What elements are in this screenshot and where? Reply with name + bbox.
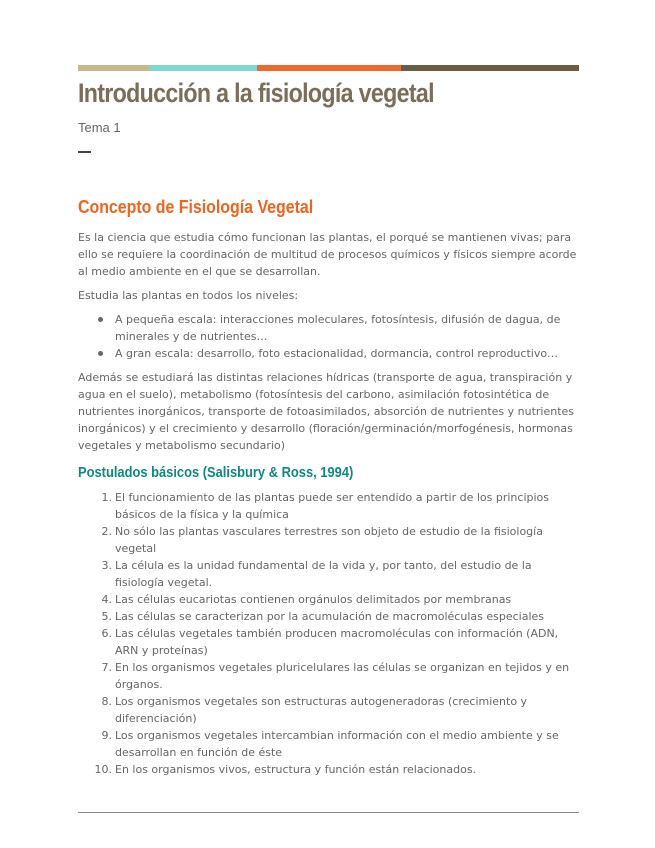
- decorative-color-bar: [78, 65, 579, 71]
- list-text: En los organismos vivos, estructura y función están relacionados.: [115, 763, 477, 776]
- levels-intro: Estudia las plantas en todos los niveles:: [78, 289, 299, 302]
- list-number: 10.: [94, 763, 112, 776]
- intro-paragraph: Es la ciencia que estudia cómo funcionan las plantas, el porqué se mantienen vivas; para ello se requiere la coordinación de multitud de procesos químicos y físicos siempre acorde al medio ambiente en el que se desarrollan.: [78, 231, 577, 278]
- footer-divider: [78, 812, 579, 813]
- list-item: A pequeña escala: interacciones moleculares, fotosíntesis, difusión de dagua, de minerales y de nutrientes…: [78, 311, 578, 345]
- section-heading: Concepto de Fisiología Vegetal: [78, 196, 314, 217]
- list-number: 8.: [101, 695, 112, 708]
- list-number: 4.: [101, 593, 112, 606]
- postulates-list: [78, 489, 578, 778]
- list-number: 3.: [101, 559, 112, 572]
- title-divider: [78, 151, 91, 153]
- list-text: Las células se caracterizan por la acumulación de macromoléculas especiales: [115, 610, 544, 623]
- color-bar-segment: [78, 65, 150, 71]
- levels-list: [78, 311, 578, 362]
- list-text: La célula es la unidad fundamental de la vida y, por tanto, del estudio de la fisiología vegetal.: [115, 559, 532, 589]
- color-bar-segment: [150, 65, 257, 71]
- list-item: [78, 489, 578, 523]
- list-text: No sólo las plantas vasculares terrestres son objeto de estudio de la fisiología vegetal: [115, 525, 543, 555]
- list-item: [78, 608, 578, 625]
- color-bar-segment: [401, 65, 579, 71]
- document-title: Introducción a la fisiología vegetal: [78, 78, 434, 108]
- section-body: [78, 229, 578, 778]
- list-text: Los organismos vegetales son estructuras autogeneradoras (crecimiento y diferenciación): [115, 695, 528, 725]
- list-item: [78, 761, 578, 778]
- color-bar-segment: [257, 65, 401, 71]
- list-text: Las células vegetales también producen macromoléculas con información (ADN, ARN y proteínas): [115, 627, 559, 657]
- relations-paragraph: Además se estudiará las distintas relaciones hídricas (transporte de agua, transpiración y agua en el suelo), metabolismo (fotosíntesis del carbono, asimilación fotosintética de nutrientes inorgánicos, transporte de fotoasimilados, absorción de nutrientes y nutrientes inorgánicos) y el crecimiento y desarrollo (floración/germinación/morfogénesis, hormonas vegetales y metabolismo secundario): [78, 371, 575, 452]
- list-number: 7.: [101, 661, 112, 674]
- list-item: [78, 523, 578, 557]
- list-item: [78, 625, 578, 659]
- postulates-heading: Postulados básicos (Salisbury & Ross, 1994): [78, 464, 354, 481]
- list-number: 2.: [101, 525, 112, 538]
- list-number: 6.: [101, 627, 112, 640]
- list-number: 9.: [101, 729, 112, 742]
- list-text: En los organismos vegetales pluricelulares las células se organizan en tejidos y en órganos.: [115, 661, 570, 691]
- list-item: [78, 591, 578, 608]
- list-item: [78, 727, 578, 761]
- list-text: Los organismos vegetales intercambian información con el medio ambiente y se desarrollan en función de éste: [115, 729, 559, 759]
- list-item: [78, 693, 578, 727]
- document-subtitle: Tema 1: [78, 120, 121, 135]
- list-item: [78, 557, 578, 591]
- list-text: Las células eucariotas contienen orgánulos delimitados por membranas: [115, 593, 512, 606]
- list-item: A gran escala: desarrollo, foto estacionalidad, dormancia, control reproductivo…: [78, 345, 578, 362]
- list-text: El funcionamiento de las plantas puede ser entendido a partir de los principios básicos de la física y la química: [115, 491, 550, 521]
- list-item: [78, 659, 578, 693]
- list-number: 1.: [101, 491, 112, 504]
- list-number: 5.: [101, 610, 112, 623]
